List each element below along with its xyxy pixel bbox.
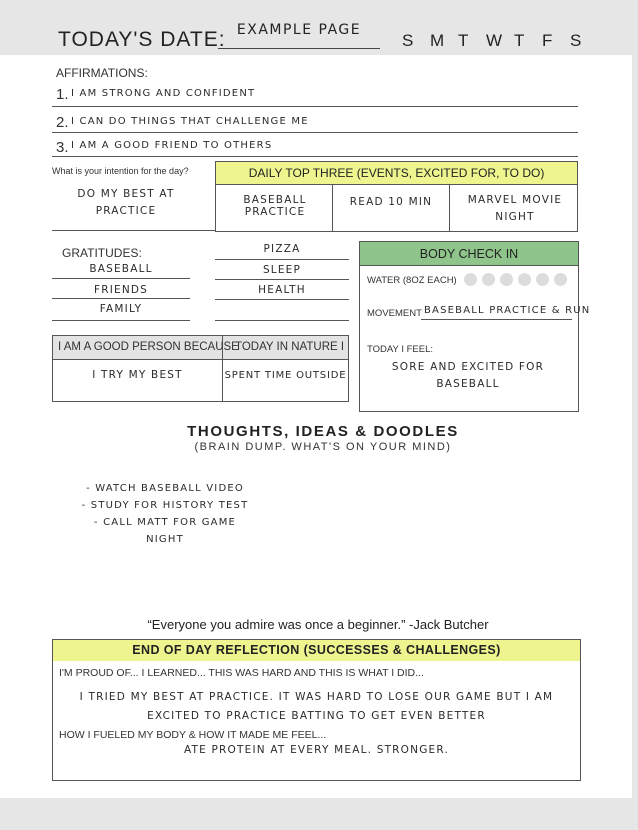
thought-line-1: - WATCH BASEBALL VIDEO [86, 483, 244, 494]
day-fri[interactable]: F [542, 31, 553, 50]
gratitude-left-2[interactable]: FRIENDS [93, 284, 149, 296]
reflection-prompt-2: HOW I FUELED MY BODY & HOW IT MADE ME FEEL... [59, 729, 327, 741]
weekday-selector [402, 31, 598, 51]
day-tue[interactable]: T [458, 31, 469, 50]
thoughts-subtitle: (BRAIN DUMP. WHAT'S ON YOUR MIND) [194, 441, 452, 453]
water-glass-3[interactable] [500, 273, 513, 286]
water-glass-6[interactable] [554, 273, 567, 286]
thoughts-title: THOUGHTS, IDEAS & DOODLES [187, 423, 459, 440]
feel-label: TODAY I FEEL: [367, 344, 433, 355]
reflection-answer-2[interactable]: ATE PROTEIN AT EVERY MEAL. STRONGER. [183, 744, 450, 756]
good-person-value[interactable]: I TRY MY BEST [92, 369, 183, 381]
movement-underline [421, 319, 572, 320]
gratitude-right-line-2 [215, 279, 349, 280]
intention-bottom-line [52, 230, 216, 231]
intention-label: What is your intention for the day? [52, 166, 189, 176]
water-glass-2[interactable] [482, 273, 495, 286]
thought-line-4: NIGHT [146, 534, 184, 545]
reflection-answer-1-line-1[interactable]: I TRIED MY BEST AT PRACTICE. IT WAS HARD TO LOSE OUR GAME BUT I AM [79, 691, 554, 703]
body-check-header: BODY CHECK IN [360, 242, 578, 266]
water-tracker [464, 273, 572, 291]
top-three-divider-1 [332, 184, 333, 232]
feel-value[interactable]: SORE AND EXCITED FOR BASEBALL [391, 361, 545, 390]
thoughts-notes[interactable] [80, 480, 250, 548]
top-three-item-3[interactable]: MARVEL MOVIE NIGHT [467, 194, 563, 223]
date-underline [218, 48, 380, 49]
reflection-header: END OF DAY REFLECTION (SUCCESSES & CHALLENGES) [53, 640, 580, 661]
thought-line-2: - STUDY FOR HISTORY TEST [81, 500, 249, 511]
movement-label: MOVEMENT [367, 308, 422, 319]
gratitude-left-3[interactable]: FAMILY [99, 303, 143, 315]
day-sun[interactable]: S [402, 31, 414, 50]
gratitude-left-1[interactable]: BASEBALL [89, 263, 153, 275]
affirmation-line-2 [52, 132, 578, 133]
day-wed[interactable]: W [486, 31, 503, 50]
nature-header: TODAY IN NATURE I [235, 341, 345, 353]
affirmation-line-1 [52, 106, 578, 107]
gratitude-left-line-3 [52, 320, 190, 321]
affirmation-1[interactable]: I AM STRONG AND CONFIDENT [71, 88, 256, 99]
nature-value[interactable]: SPENT TIME OUTSIDE [224, 370, 347, 381]
date-value[interactable]: EXAMPLE PAGE [236, 22, 362, 38]
good-person-header: I AM A GOOD PERSON BECAUSE [58, 341, 239, 353]
top-three-divider-2 [449, 184, 450, 232]
gratitude-right-line-1 [215, 259, 349, 260]
affirmations-label: AFFIRMATIONS: [56, 66, 148, 80]
gratitude-right-1[interactable]: PIZZA [263, 243, 301, 255]
day-thu[interactable]: T [514, 31, 525, 50]
affirmation-3[interactable]: I AM A GOOD FRIEND TO OTHERS [71, 140, 273, 151]
water-glass-5[interactable] [536, 273, 549, 286]
date-label: TODAY'S DATE: [58, 28, 226, 51]
water-glass-4[interactable] [518, 273, 531, 286]
gratitudes-label: GRATITUDES: [62, 246, 142, 260]
affirmation-number-2: 2. [56, 114, 69, 131]
gratitude-right-3[interactable]: HEALTH [258, 284, 306, 296]
reflection-answer-1-line-2[interactable]: EXCITED TO PRACTICE BATTING TO GET EVEN BETTER [147, 710, 486, 722]
intention-top-line [52, 156, 578, 157]
affirmation-number-1: 1. [56, 86, 69, 103]
top-three-header: DAILY TOP THREE (EVENTS, EXCITED FOR, TO DO) [215, 161, 578, 185]
gratitude-right-line-4 [215, 320, 349, 321]
gratitude-right-line-3 [215, 299, 349, 300]
top-three-item-2[interactable]: READ 10 MIN [349, 196, 433, 208]
movement-value[interactable]: BASEBALL PRACTICE & RUN [424, 305, 591, 316]
thought-line-3: - CALL MATT FOR GAME [93, 517, 237, 528]
day-sat[interactable]: S [570, 31, 582, 50]
day-mon[interactable]: M [430, 31, 445, 50]
top-three-item-1[interactable]: BASEBALL PRACTICE [243, 194, 307, 218]
affirmation-number-3: 3. [56, 139, 69, 156]
gratitude-right-2[interactable]: SLEEP [262, 264, 302, 276]
affirmation-2[interactable]: I CAN DO THINGS THAT CHALLENGE ME [71, 116, 309, 127]
quote: “Everyone you admire was once a beginner.” -Jack Butcher [147, 617, 489, 632]
gratitude-left-line-1 [52, 278, 190, 279]
reflection-prompt-1: I'M PROUD OF... I LEARNED... THIS WAS HARD AND THIS IS WHAT I DID... [59, 667, 424, 679]
intention-value[interactable]: DO MY BEST AT PRACTICE [77, 188, 175, 217]
water-glass-1[interactable] [464, 273, 477, 286]
gratitude-left-line-2 [52, 298, 190, 299]
water-label: WATER (8OZ EACH) [367, 275, 457, 286]
